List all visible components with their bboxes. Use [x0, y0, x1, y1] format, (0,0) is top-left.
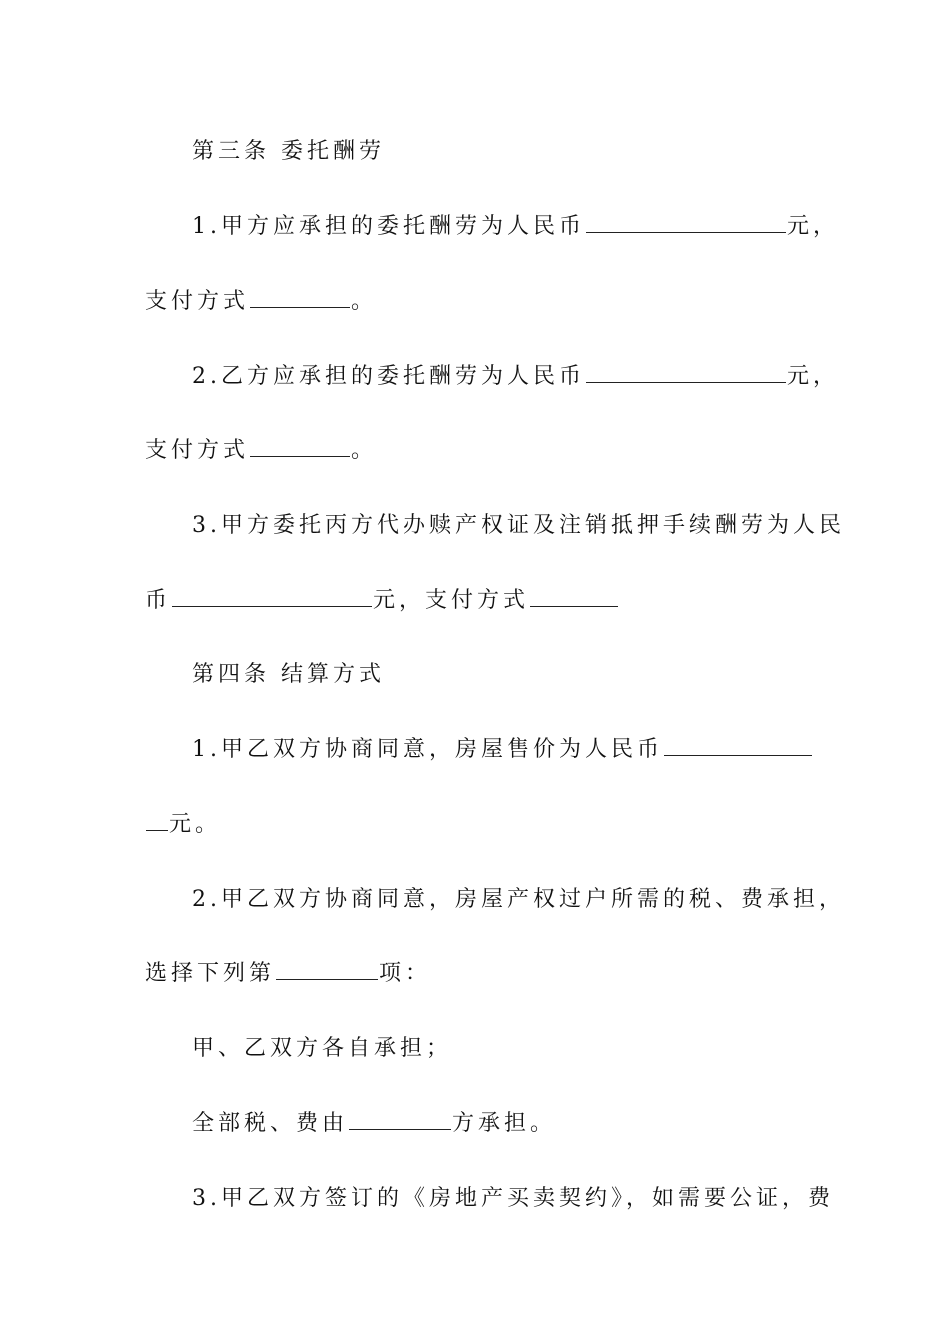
- article-3-heading: 第三条 委托酬劳: [192, 139, 385, 164]
- fill-blank[interactable]: [146, 810, 168, 831]
- fill-blank[interactable]: [586, 362, 786, 383]
- article-4-option-a: 甲、乙双方各自承担；: [192, 1036, 453, 1061]
- fill-blank[interactable]: [664, 735, 812, 756]
- article-4-clause-1: 1.甲乙双方协商同意，房屋售价为人民币: [192, 735, 813, 765]
- article-4-clause-2-continued: 选择下列第 项：: [145, 961, 432, 986]
- fill-blank[interactable]: [250, 287, 350, 308]
- article-3-clause-2: 2.乙方应承担的委托酬劳为人民币 元，: [192, 364, 840, 389]
- fill-blank[interactable]: [586, 212, 786, 233]
- fill-blank[interactable]: [530, 586, 618, 607]
- fill-blank[interactable]: [276, 959, 378, 980]
- article-4-clause-2: 2.甲乙双方协商同意，房屋产权过户所需的税、费承担，: [192, 887, 845, 912]
- article-3-clause-2-continued: 支付方式 。: [145, 438, 378, 463]
- article-4-option-b: 全部税、费由 方承担。: [192, 1111, 557, 1136]
- article-4-clause-1-continued: 元。: [145, 810, 221, 840]
- article-3-clause-3-continued: 币 元，支付方式: [145, 586, 619, 616]
- fill-blank[interactable]: [172, 586, 372, 607]
- fill-blank[interactable]: [250, 436, 350, 457]
- article-4-clause-3: 3.甲乙双方签订的《房地产买卖契约》，如需要公证，费: [192, 1186, 834, 1211]
- article-3-clause-1-continued: 支付方式 。: [145, 289, 378, 314]
- fill-blank[interactable]: [349, 1109, 451, 1130]
- article-4-heading: 第四条 结算方式: [192, 662, 385, 687]
- article-3-clause-3: 3.甲方委托丙方代办赎产权证及注销抵押手续酬劳为人民: [192, 513, 845, 538]
- article-3-clause-1: 1.甲方应承担的委托酬劳为人民币 元，: [192, 214, 840, 239]
